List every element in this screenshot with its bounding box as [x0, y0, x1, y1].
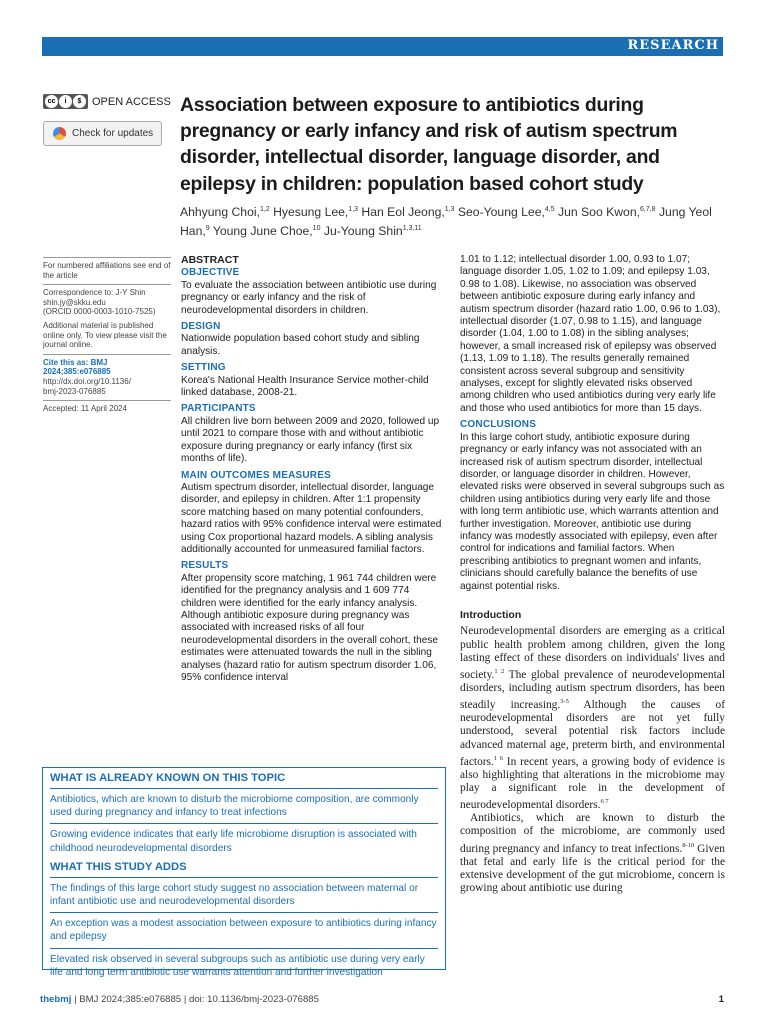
results-heading: RESULTS — [181, 560, 229, 572]
section-bar — [42, 37, 723, 56]
author[interactable]: Ju-Young Shin$^{1,3,11}$ — [323, 223, 422, 238]
orcid-link[interactable]: (ORCID 0000-0003-1010-7525) — [43, 307, 156, 317]
check-for-updates-button[interactable] — [43, 121, 162, 146]
design-heading: DESIGN — [181, 321, 221, 333]
author[interactable]: Seo-Young Lee,$^{4,5}$ — [457, 205, 555, 220]
open-access-label: OPEN ACCESS — [92, 95, 171, 108]
author[interactable]: Han Eol Jeong,$^{1,3}$ — [361, 205, 455, 220]
introduction-body — [460, 625, 725, 895]
check-for-updates-label: Check for updates — [72, 128, 154, 139]
doi-link[interactable]: http://dx.doi.org/10.1136/ — [43, 376, 131, 386]
setting-text: Korea's National Health Insurance Service mother-child linked database, 2008-21. — [181, 374, 429, 399]
cite-as: Cite this as: BMJ 2024;385:e076885 http://dx.doi.org/10.1136/ bmj-2023-076885 — [43, 357, 131, 396]
summary-box — [42, 767, 446, 978]
conclusions-text: In this large cohort study, antibiotic exposure during pregnancy or early infancy was not associated with an increased risk of autism spectrum disorder, intellectual disorder, or language disorder in children. However, elevated risks were observed in several subgroups such as children using antibiotics during very early life and those with long term antibiotic use, which warrants attention and further investigation. Moreover, antibiotic use during infancy was modestly associated with epilepsy, even after control for indications and familial factors. When prescribing antibiotics to pregnant women and infants, clinicians should carefully balance the benefits of use against potential risks. — [460, 431, 725, 592]
page-footer — [40, 994, 724, 1005]
adds-item: Elevated risk observed in several subgroups such as antibiotic use during very early life and long term antibiotic use warrants attention and further investigation — [50, 953, 425, 978]
author[interactable]: Jun Soo Kwon,$^{6,7,8}$ — [558, 205, 656, 220]
creative-commons-icon — [43, 94, 88, 109]
adds-item: The findings of this large cohort study suggest no association between maternal or infant antibiotic use and neurodevelopmental disorders — [50, 882, 419, 908]
section-label: RESEARCH — [627, 38, 719, 53]
page-number: 1 — [718, 994, 724, 1005]
objective-heading: OBJECTIVE — [181, 267, 240, 279]
results-text-continued: 1.01 to 1.12; intellectual disorder 1.00, 0.93 to 1.07; language disorder 1.05, 1.02 to 1.09; and epilepsy 1.03, 0.98 to 1.08). Likewise, no association was observed between antibiotic exposure during early infancy and autism spectrum disorder (hazard ratio 1.00, 0.96 to 1.03), intellectual disorder (1.07, 0.98 to 1.15), and language disorder (1.04, 1.00 to 1.08) in the sibling analyses; however, a small increased risk of epilepsy was observed (1.13, 1.09 to 1.18). The results generally remained consistent across several subgroup and sensitivity analyses, except for slightly elevated risks observed among children who used antibiotics during very early life and those who used antibiotics for more than 15 days. — [460, 254, 721, 414]
objective-text: To evaluate the association between antibiotic use during pregnancy or early infancy and the risk of neurodevelopmental disorders in children. — [181, 279, 437, 316]
known-item: Growing evidence indicates that early life microbiome disruption is associated with childhood neurodevelopmental disorders — [50, 829, 417, 854]
abstract-column-1 — [181, 254, 443, 684]
results-text: After propensity score matching, 1 961 744 children were identified for the pregnancy analysis and 1 609 774 children were identified for the early infancy analysis. Although antibiotic exposure during pregnancy was associated with increased risks of all four neurodevelopmental disorders in the overall cohort, these estimates were attenuated towards the null in the sibling analyses (hazard ratio for autism spectrum disorder 1.06, 95% confidence interval — [181, 572, 438, 683]
known-heading: WHAT IS ALREADY KNOWN ON THIS TOPIC — [50, 772, 286, 784]
participants-text: All children live born between 2009 and 2020, followed up until 2021 to compare those with and without antibiotic exposure during pregnancy or early infancy (first six months of life). — [181, 415, 440, 465]
design-text: Nationwide population based cohort study and sibling analysis. — [181, 333, 420, 357]
setting-heading: SETTING — [181, 362, 226, 374]
article-sidebar — [43, 257, 171, 418]
reference-link[interactable]: 1 2 — [494, 667, 505, 675]
author[interactable]: Young June Choe,$^{10}$ — [212, 223, 321, 238]
correspondence: Correspondence to: J-Y Shin shin.jy@skku.edu (ORCID 0000-0003-1010-7525) — [43, 288, 156, 317]
crossmark-icon — [53, 127, 66, 140]
author[interactable]: Jung Yeol Han,$^9$ — [180, 205, 712, 238]
nc-glyph: $ — [73, 95, 86, 108]
abstract-column-2 — [460, 254, 725, 895]
reference-link[interactable]: 8-10 — [682, 841, 695, 849]
accepted-date: Accepted: 11 April 2024 — [43, 404, 127, 414]
paragraph: Neurodevelopmental disorders are emerging as a critical public health problem among children, given the long lasting effect of these disorders on individuals' lives and society.$^{1 2}$ The global prevalence of neurodevelopmental disorders, including autism spectrum disorders, has been steadily increasing.$^{3-5}$ Although the causes of neurodevelopmental disorders are not yet fully understood, several potential risk factors include advanced maternal age, preterm birth, and environmental factors.$^{1 6}$ In recent years, a growing body of evidence is also highlighting that alterations in the microbiome may play a significant role in the development of neurodevelopmental disorders.$^{6 7}$ — [460, 625, 725, 811]
adds-item: An exception was a modest association between exposure to antibiotics during infancy and epilepsy — [50, 918, 437, 943]
outcomes-text: Autism spectrum disorder, intellectual disorder, language disorder, and epilepsy in children. After 1:1 propensity score matching based on many potential confounders, hazard ratios with 95% confidence interval were estimated using Cox proportional hazard models. A sibling analysis additionally accounted for unmeasured familial factors. — [181, 481, 442, 555]
reference-link[interactable]: 6 7 — [600, 798, 609, 806]
article-title: Association between exposure to antibiotics during pregnancy or early infancy and risk of autism spectrum disorder, intellectual disorder, language disorder, and epilepsy in children: population based cohort study — [180, 94, 678, 195]
author-list — [180, 202, 725, 239]
reference-link[interactable]: 1 6 — [493, 754, 503, 762]
by-glyph: i — [59, 95, 72, 108]
journal-logo[interactable]: thebmj — [40, 994, 72, 1005]
abstract-heading: ABSTRACT — [181, 254, 239, 266]
author[interactable]: Hyesung Lee,$^{1,3}$ — [273, 205, 359, 220]
footer-citation: thebmj | BMJ 2024;385:e076885 | doi: 10.1136/bmj-2023-076885 — [40, 994, 319, 1005]
open-access-badge[interactable] — [43, 94, 171, 109]
affiliation-note: For numbered affiliations see end of the article — [43, 261, 171, 280]
author[interactable]: Ahhyung Choi,$^{1,2}$ — [180, 205, 270, 220]
email-link[interactable]: shin.jy@skku.edu — [43, 297, 106, 307]
adds-heading: WHAT THIS STUDY ADDS — [50, 860, 187, 873]
paragraph: Antibiotics, which are known to disturb the composition of the microbiome, are commonly used during pregnancy and infancy to treat infections.$^{8-10}$ Given that fetal and early life is the critical period for the extensive development of the gut microbiome, concern is growing about antibiotic use during — [460, 812, 725, 895]
reference-link[interactable]: 3-5 — [560, 698, 569, 706]
cc-glyph: cc — [45, 95, 58, 108]
outcomes-heading: MAIN OUTCOMES MEASURES — [181, 469, 331, 481]
additional-material-note: Additional material is published online only. To view please visit the journal online. — [43, 320, 167, 350]
known-item: Antibiotics, which are known to disturb the microbiome composition, are commonly used during pregnancy and infancy to treat infections — [50, 794, 419, 819]
conclusions-heading: CONCLUSIONS — [460, 419, 537, 431]
participants-heading: PARTICIPANTS — [181, 403, 256, 415]
introduction-heading: Introduction — [460, 608, 522, 621]
